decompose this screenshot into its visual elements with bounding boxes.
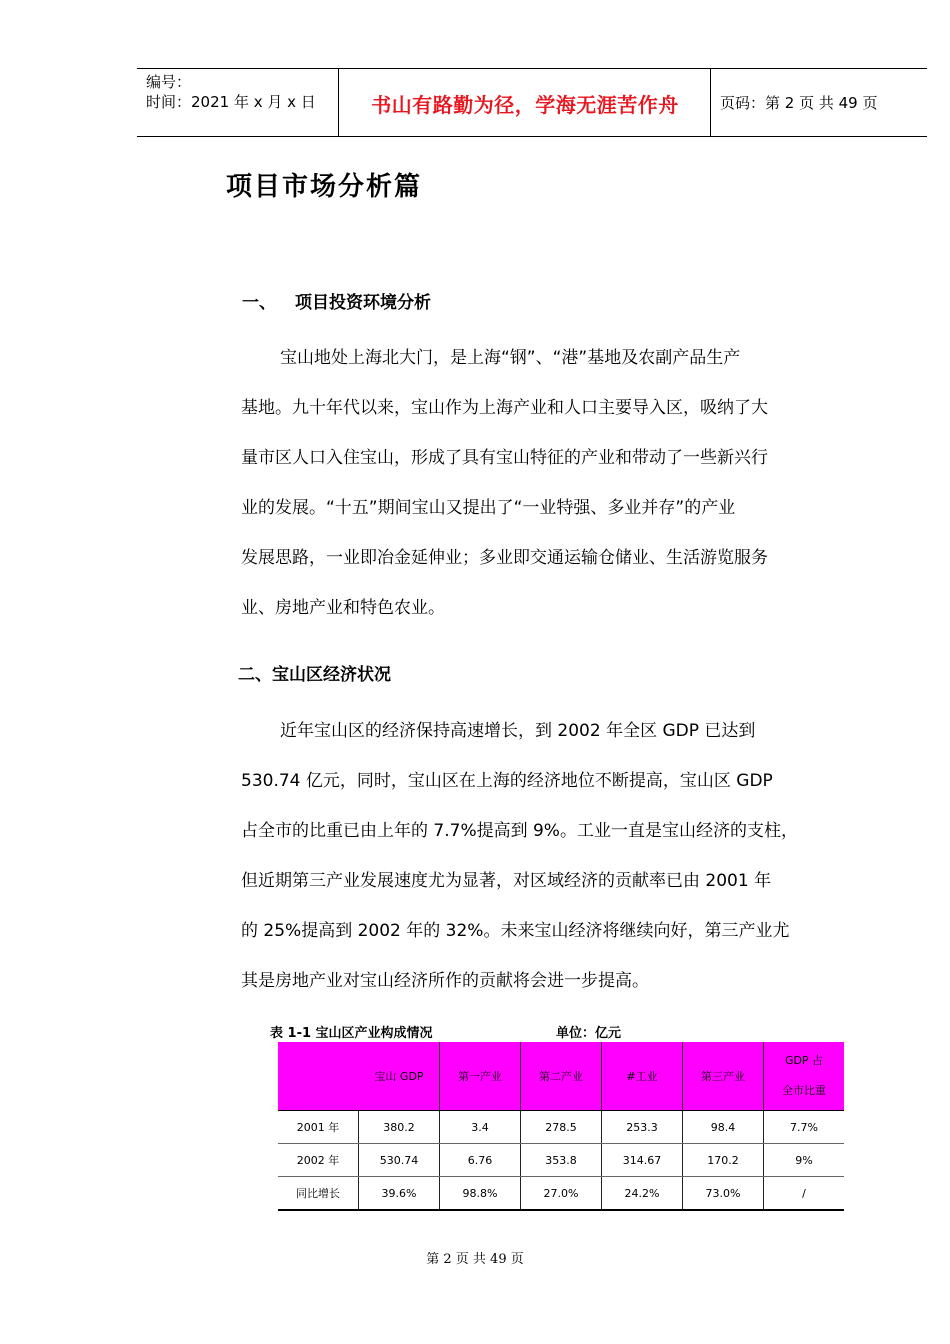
paragraph-line: 基地。九十年代以来，宝山作为上海产业和人口主要导入区，吸纳了大 [241, 398, 768, 418]
doc-number-label: 编号： [146, 73, 192, 91]
header-line: 全市比重 [782, 1084, 826, 1097]
header-divider-right [710, 69, 711, 137]
header-motto: 书山有路勤为径，学海无涯苦作舟 [371, 92, 679, 117]
page-footer: 第 2 页 共 49 页 [426, 1252, 524, 1267]
table-row [278, 1111, 844, 1144]
document-title: 项目市场分析篇 [226, 172, 423, 202]
paragraph-line: 的 25%提高到 2002 年的 32%。未来宝山经济将继续向好，第三产业尤 [241, 921, 790, 941]
table-header-cell: #工业 [602, 1042, 683, 1111]
table-cell: 98.8% [440, 1177, 521, 1211]
table-cell: 7.7% [764, 1111, 845, 1144]
table-cell: 530.74 [359, 1144, 440, 1177]
header-divider-left [338, 69, 339, 137]
paragraph-line: 业、房地产业和特色农业。 [241, 598, 445, 618]
table-cell: 353.8 [521, 1144, 602, 1177]
section2-paragraph [241, 706, 861, 1006]
section1-paragraph [241, 333, 861, 633]
table-header-cell: 宝山 GDP [359, 1042, 440, 1111]
section2-heading: 二、宝山区经济状况 [238, 665, 391, 685]
paragraph-line: 发展思路，一业即冶金延伸业；多业即交通运输仓储业、生活游览服务 [241, 548, 768, 568]
paragraph-line: 530.74 亿元，同时，宝山区在上海的经济地位不断提高，宝山区 GDP [241, 771, 773, 791]
section1-heading-number: 一、 [242, 293, 276, 313]
paragraph-line: 其是房地产业对宝山经济所作的贡献将会进一步提高。 [241, 971, 649, 991]
header-line: GDP 占 [784, 1054, 824, 1067]
table-cell: / [764, 1177, 845, 1211]
table-cell: 3.4 [440, 1111, 521, 1144]
doc-time-label: 时间：2021 年 x 月 x 日 [146, 93, 316, 111]
paragraph-line: 占全市的比重已由上年的 7.7%提高到 9%。工业一直是宝山经济的支柱， [241, 821, 798, 841]
table-unit: 单位：亿元 [556, 1026, 622, 1041]
table-header-cell [764, 1042, 845, 1111]
table-cell: 98.4 [683, 1111, 764, 1144]
table-cell: 314.67 [602, 1144, 683, 1177]
table-cell: 2002 年 [278, 1144, 359, 1177]
table-cell: 39.6% [359, 1177, 440, 1211]
table-row [278, 1177, 844, 1211]
table-cell: 278.5 [521, 1111, 602, 1144]
paragraph-line: 宝山地处上海北大门，是上海“钢”、“港”基地及农副产品生产 [280, 348, 741, 368]
paragraph-line: 量市区人口入住宝山，形成了具有宝山特征的产业和带动了一些新兴行 [241, 448, 768, 468]
table-cell: 73.0% [683, 1177, 764, 1211]
table-cell: 380.2 [359, 1111, 440, 1144]
table-header-cell: 第三产业 [683, 1042, 764, 1111]
section1-heading: 项目投资环境分析 [295, 293, 431, 313]
industry-structure-table [278, 1042, 844, 1211]
table-header-cell: 第二产业 [521, 1042, 602, 1111]
header-page-info: 页码：第 2 页 共 49 页 [720, 94, 878, 112]
table-cell: 170.2 [683, 1144, 764, 1177]
paragraph-line: 但近期第三产业发展速度尤为显著，对区域经济的贡献率已由 2001 年 [241, 871, 772, 891]
header-meta [146, 72, 316, 112]
table-cell: 2001 年 [278, 1111, 359, 1144]
paragraph-line: 业的发展。“十五”期间宝山又提出了“一业特强、多业并存”的产业 [241, 498, 736, 518]
table-header-row [278, 1042, 844, 1111]
table-cell: 9% [764, 1144, 845, 1177]
table-cell: 253.3 [602, 1111, 683, 1144]
table-cell: 27.0% [521, 1177, 602, 1211]
table-cell: 同比增长 [278, 1177, 359, 1211]
table-header-cell: 第一产业 [440, 1042, 521, 1111]
table-cell: 6.76 [440, 1144, 521, 1177]
table-cell: 24.2% [602, 1177, 683, 1211]
table-row [278, 1144, 844, 1177]
table-header-cell [278, 1042, 359, 1111]
table-caption: 表 1-1 宝山区产业构成情况 [270, 1026, 433, 1041]
paragraph-line: 近年宝山区的经济保持高速增长，到 2002 年全区 GDP 已达到 [280, 721, 756, 741]
